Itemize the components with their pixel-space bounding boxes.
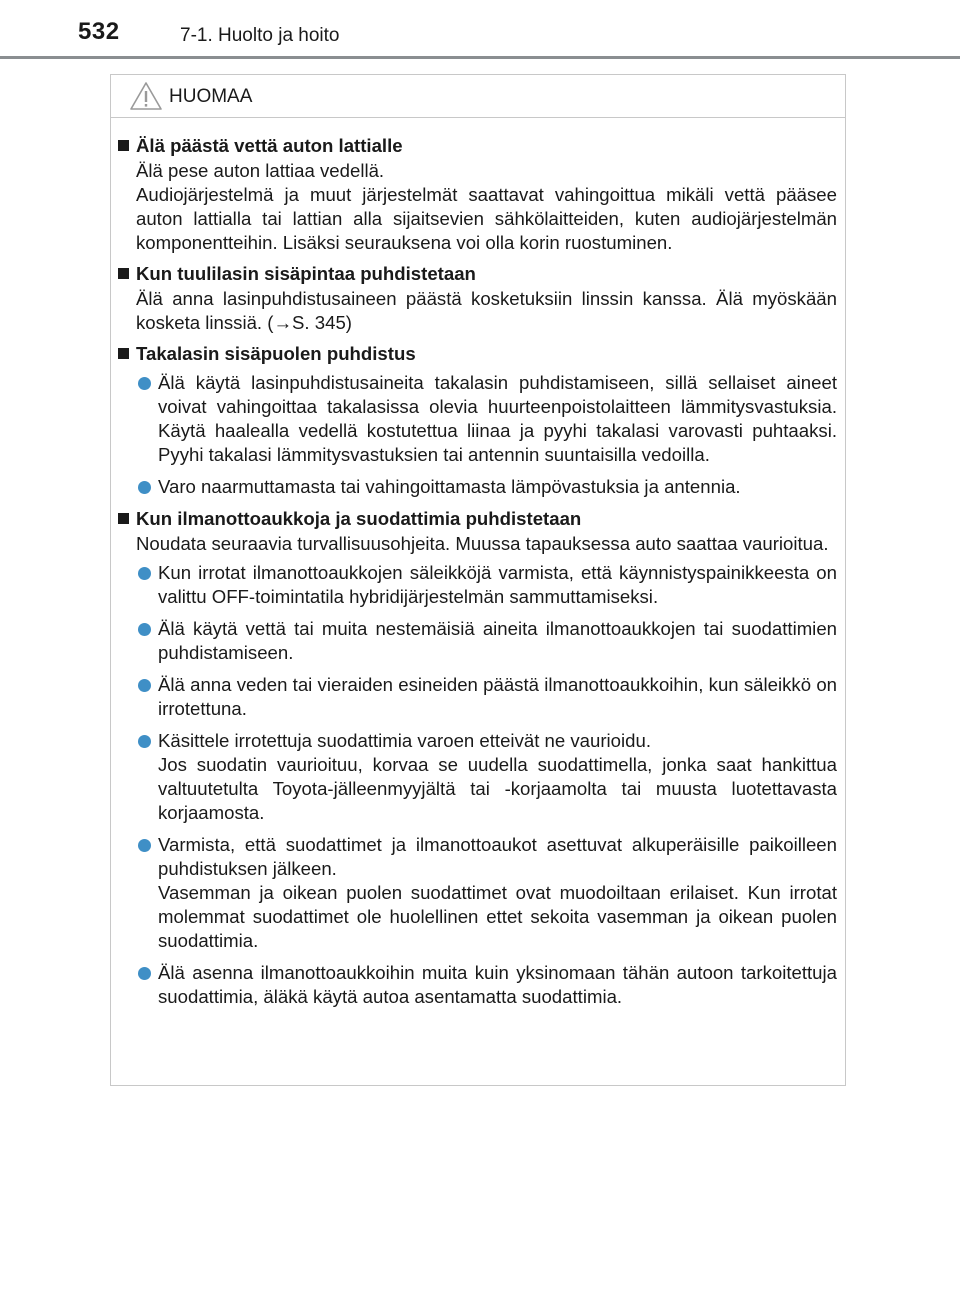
round-bullet-icon bbox=[138, 679, 151, 692]
bullet-text bbox=[158, 371, 837, 467]
bullet-text bbox=[158, 561, 837, 609]
bullet-line: Älä asenna ilmanottoaukkoihin muita kuin yksinomaan tähän autoon tarkoitettuja suodattimia, äläkä käytä autoa asentamatta suodattimia. bbox=[158, 962, 837, 1007]
warning-triangle-icon bbox=[129, 81, 163, 111]
notice-section bbox=[118, 507, 837, 1009]
round-bullet-icon bbox=[138, 623, 151, 636]
bullet-item bbox=[136, 833, 837, 953]
section-heading-text: Kun tuulilasin sisäpintaa puhdistetaan bbox=[136, 263, 476, 284]
section-heading-text: Kun ilmanottoaukkoja ja suodattimia puhdistetaan bbox=[136, 508, 582, 529]
section-title: 7-1. Huolto ja hoito bbox=[180, 25, 340, 46]
square-bullet-icon bbox=[118, 268, 129, 279]
notice-section bbox=[118, 134, 837, 255]
notice-body bbox=[111, 118, 845, 1009]
bullet-item bbox=[136, 961, 837, 1009]
bullet-text bbox=[158, 673, 837, 721]
round-bullet-icon bbox=[138, 377, 151, 390]
bullet-text bbox=[158, 617, 837, 665]
bullet-item bbox=[136, 617, 837, 665]
bullet-item bbox=[136, 371, 837, 467]
notice-title: HUOMAA bbox=[169, 86, 253, 107]
round-bullet-icon bbox=[138, 567, 151, 580]
section-heading bbox=[118, 342, 837, 366]
round-bullet-icon bbox=[138, 839, 151, 852]
bullet-line: Käsittele irrotettuja suodattimia varoen etteivät ne vaurioidu. bbox=[158, 730, 652, 751]
section-heading bbox=[118, 507, 837, 531]
bullet-item bbox=[136, 475, 837, 499]
bullet-text bbox=[158, 729, 837, 825]
square-bullet-icon bbox=[118, 348, 129, 359]
section-heading-text: Takalasin sisäpuolen puhdistus bbox=[136, 343, 416, 364]
page-number: 532 bbox=[78, 18, 120, 45]
bullet-item bbox=[136, 561, 837, 609]
bullet-text bbox=[158, 833, 837, 953]
round-bullet-icon bbox=[138, 735, 151, 748]
notice-box bbox=[110, 74, 846, 1086]
section-heading-text: Älä päästä vettä auton lattialle bbox=[136, 135, 403, 156]
section-paragraph: Noudata seuraavia turvallisuusohjeita. Muussa tapauksessa auto saattaa vaurioitua. bbox=[136, 533, 829, 554]
round-bullet-icon bbox=[138, 967, 151, 980]
bullet-line: Jos suodatin vaurioituu, korvaa se uudella suodattimella, jonka saat hankittua valtuutetulta Toyota-jälleenmyyjältä tai -korjaamolta tai muusta luotettavasta korjaamosta. bbox=[158, 754, 837, 823]
bullet-line: Älä käytä lasinpuhdistusaineita takalasin puhdistamiseen, sillä sellaiset aineet voivat vahingoittaa takalasissa olevia huurteenpoistolaitteen lämmitysvastuksia. Käytä haalealla vedellä kostutettua liinaa ja pyyhi takalasi varovasti puhtaaksi. Pyyhi takalasi lämmitysvastuksien tai antennin suuntaisilla vedoilla. bbox=[158, 372, 837, 465]
section-paragraph: Älä anna lasinpuhdistusaineen päästä kosketuksiin linssin kanssa. Älä myöskään kosketa linssiä. (→S. 345) bbox=[136, 288, 837, 333]
bullet-item bbox=[136, 729, 837, 825]
bullet-line: Varo naarmuttamasta tai vahingoittamasta lämpövastuksia ja antennia. bbox=[158, 476, 741, 497]
square-bullet-icon bbox=[118, 513, 129, 524]
section-heading bbox=[118, 134, 837, 158]
section-paragraph: Älä pese auton lattiaa vedellä. bbox=[136, 160, 385, 181]
bullet-line: Älä anna veden tai vieraiden esineiden päästä ilmanottoaukkoihin, kun säleikkö on irrotettuna. bbox=[158, 674, 837, 719]
bullet-item bbox=[136, 673, 837, 721]
bullet-text bbox=[158, 475, 837, 499]
round-bullet-icon bbox=[138, 481, 151, 494]
bullet-line: Kun irrotat ilmanottoaukkojen säleikköjä varmista, että käynnistyspainikkeesta on valittu OFF-toimintatila hybridijärjestelmän sammuttamiseksi. bbox=[158, 562, 837, 607]
page-header bbox=[0, 0, 960, 60]
square-bullet-icon bbox=[118, 140, 129, 151]
bullet-line: Varmista, että suodattimet ja ilmanottoaukot asettuvat alkuperäisille paikoilleen puhdistuksen jälkeen. bbox=[158, 834, 837, 879]
header-rule bbox=[0, 56, 960, 59]
notice-section bbox=[118, 342, 837, 499]
bullet-line: Vasemman ja oikean puolen suodattimet ovat muodoiltaan erilaiset. Kun irrotat molemmat suodattimet ole huolellinen ettet sekoita vasemman ja oikean puolen suodattimia. bbox=[158, 882, 837, 951]
section-paragraph: Audiojärjestelmä ja muut järjestelmät saattavat vahingoittua mikäli vettä pääsee auton lattialla tai lattian alla sijaitsevien sähkölaitteiden, kuten audiojärjestelmän komponentteihin. Lisäksi seurauksena voi olla korin ruostuminen. bbox=[136, 184, 837, 253]
section-heading bbox=[118, 262, 837, 286]
notice-section bbox=[118, 262, 837, 335]
bullet-text bbox=[158, 961, 837, 1009]
notice-header bbox=[111, 75, 845, 118]
bullet-line: Älä käytä vettä tai muita nestemäisiä aineita ilmanottoaukkojen tai suodattimien puhdistamiseen. bbox=[158, 618, 837, 663]
